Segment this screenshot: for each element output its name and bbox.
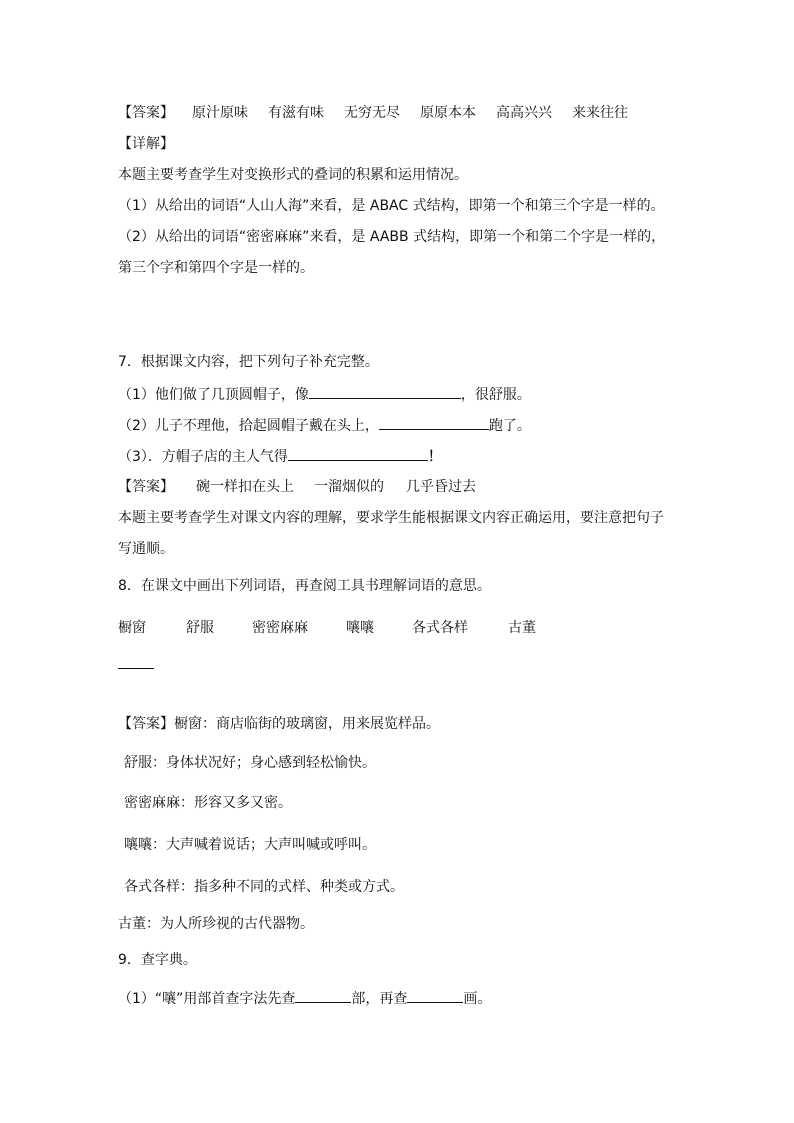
fill-blank[interactable]	[288, 446, 428, 461]
q7-explain-b: 写通顺。	[118, 541, 174, 557]
q8-def-6: 古董：为人所珍视的古代器物。	[118, 916, 314, 932]
answer-word: 高高兴兴	[496, 105, 552, 121]
q7-sentence-3: （3）．方帽子店的主人气得 ！	[118, 446, 442, 467]
q7-sentence-1: （1）他们做了几顶圆帽子，像 ，很舒服。	[118, 384, 531, 405]
q8-def-3: 密密麻麻：形容又多又密。	[124, 795, 292, 811]
answer-word: 碗一样扣在头上	[196, 479, 294, 495]
detail-line-2a: （2）从给出的词语“密密麻麻”来看，是 AABB 式结构，即第一个和第二个字是一样的，	[118, 229, 666, 245]
answer-word: 无穷无尽	[344, 105, 400, 121]
detail-intro: 本题主要考查学生对变换形式的叠词的积累和运用情况。	[118, 167, 468, 183]
answer-word: 一溜烟似的	[314, 479, 384, 495]
fill-blank[interactable]	[407, 988, 463, 1003]
vocab-word: 密密麻麻	[252, 620, 308, 636]
vocab-word: 各式各样	[412, 620, 468, 636]
q8-word-list	[118, 618, 638, 638]
answer-label: 【答案】	[118, 105, 174, 121]
fill-blank[interactable]	[379, 415, 489, 430]
answer-word: 有滋有味	[268, 105, 324, 121]
q7-explain-a: 本题主要考查学生对课文内容的理解，要求学生能根据课文内容正确运用，要注意把句子	[118, 510, 664, 526]
detail-line-2b: 第三个字和第四个字是一样的。	[118, 260, 314, 276]
q8-answer-1: 【答案】橱窗：商店临街的玻璃窗，用来展览样品。	[118, 716, 440, 732]
detail-label: 【详解】	[118, 136, 174, 152]
detail-line-1: （1）从给出的词语“人山人海”来看，是 ABAC 式结构，即第一个和第三个字是一样的。	[118, 198, 665, 214]
answer-row-q7	[118, 477, 476, 497]
q8-def-5: 各式各样：指多种不同的式样、种类或方式。	[124, 879, 404, 895]
vocab-word: 嚷嚷	[346, 620, 374, 636]
answer-row-q6	[118, 103, 628, 123]
answer-word: 原原本本	[420, 105, 476, 121]
fill-blank[interactable]	[295, 988, 351, 1003]
q7-title: 7．根据课文内容，把下列句子补充完整。	[118, 354, 379, 370]
q7-sentence-2: （2）儿子不理他，拾起圆帽子戴在头上， 跑了。	[118, 415, 531, 436]
q8-title: 8．在课文中画出下列词语，再查阅工具书理解词语的意思。	[118, 578, 491, 594]
q8-def-2: 舒服：身体状况好；身心感到轻松愉快。	[124, 755, 376, 771]
vocab-word: 舒服	[186, 620, 214, 636]
answer-blank-line[interactable]	[118, 668, 154, 669]
fill-blank[interactable]	[309, 384, 461, 399]
vocab-word: 橱窗	[118, 620, 146, 636]
q9-sentence-1: （1）“嚷”用部首查字法先查 部，再查 画。	[118, 988, 491, 1009]
q8-def-4: 嚷嚷：大声喊着说话；大声叫喊或呼叫。	[124, 837, 376, 853]
answer-word: 原汁原味	[192, 105, 248, 121]
vocab-word: 古董	[508, 620, 536, 636]
answer-word: 来来往往	[572, 105, 628, 121]
answer-label: 【答案】	[118, 716, 174, 732]
answer-label: 【答案】	[118, 479, 174, 495]
answer-word: 几乎昏过去	[406, 479, 476, 495]
q9-title: 9．查字典。	[118, 952, 197, 968]
